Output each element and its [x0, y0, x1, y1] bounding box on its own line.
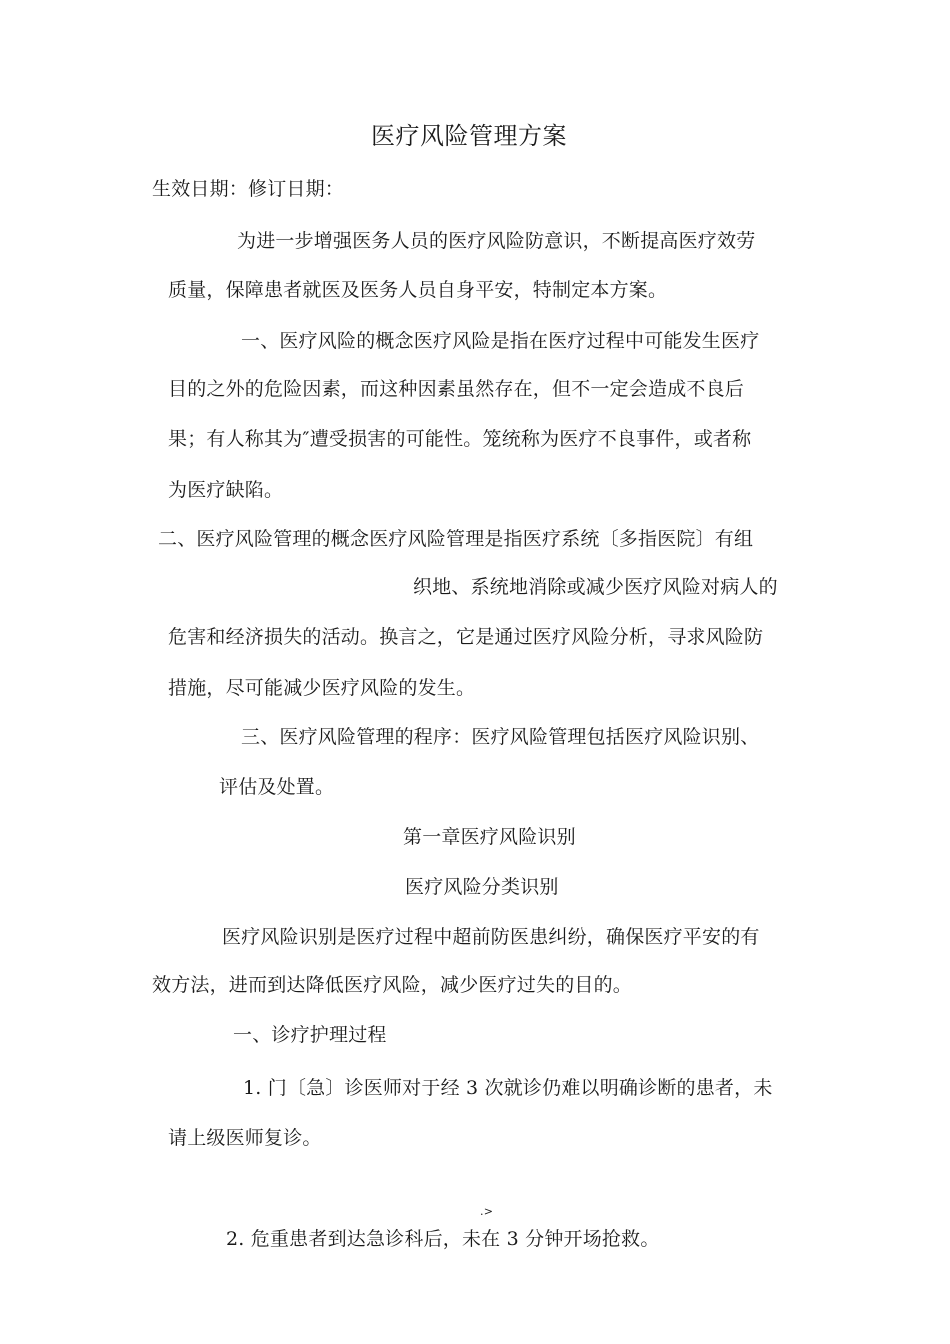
heading-diagnosis-process: 一、诊疗护理过程	[233, 1024, 387, 1046]
section1-line-4: 为医疗缺陷。	[168, 479, 284, 501]
intro-line-1: 为进一步增强医务人员的医疗风险防意识，不断提高医疗效劳	[237, 230, 756, 252]
section3-line-1: 三、医疗风险管理的程序：医疗风险管理包括医疗风险识别、	[241, 726, 760, 748]
item2-line: 2. 危重患者到达急诊科后，未在 3 分钟开场抢救。	[226, 1228, 660, 1250]
section2-line-4: 措施，尽可能减少医疗风险的发生。	[168, 677, 476, 699]
section3-line-2: 评估及处置。	[219, 776, 335, 798]
section1-line-1: 一、医疗风险的概念医疗风险是指在医疗过程中可能发生医疗	[241, 330, 760, 352]
item1-line-1: 1. 门〔急〕诊医师对于经 3 次就诊仍难以明确诊断的患者，未	[243, 1077, 773, 1099]
item1-line-2: 请上级医师复诊。	[168, 1127, 322, 1149]
section1-line-3: 果；有人称其为″遭受损害的可能性。笼统称为医疗不良事件，或者称	[168, 428, 752, 450]
section1-line-2: 目的之外的危险因素，而这种因素虽然存在，但不一定会造成不良后	[168, 378, 745, 400]
section2-line-3: 危害和经济损失的活动。换言之，它是通过医疗风险分析，寻求风险防	[168, 626, 764, 648]
chapter-intro-line-1: 医疗风险识别是医疗过程中超前防医患纠纷，确保医疗平安的有	[222, 926, 760, 948]
intro-line-2: 质量，保障患者就医及医务人员自身平安，特制定本方案。	[168, 279, 668, 301]
section-subtitle: 医疗风险分类识别	[405, 876, 559, 898]
page-mark: .>	[480, 1205, 494, 1218]
section2-line-2: 织地、系统地消除或减少医疗风险对病人的	[413, 576, 778, 598]
chapter-intro-line-2: 效方法，进而到达降低医疗风险，减少医疗过失的目的。	[152, 974, 633, 996]
document-title: 医疗风险管理方案	[371, 122, 567, 150]
section2-line-1: 二、医疗风险管理的概念医疗风险管理是指医疗系统〔多指医院〕有组	[158, 528, 754, 550]
chapter-title: 第一章医疗风险识别	[403, 826, 576, 848]
dates-line: 生效日期：修订日期：	[152, 178, 345, 200]
